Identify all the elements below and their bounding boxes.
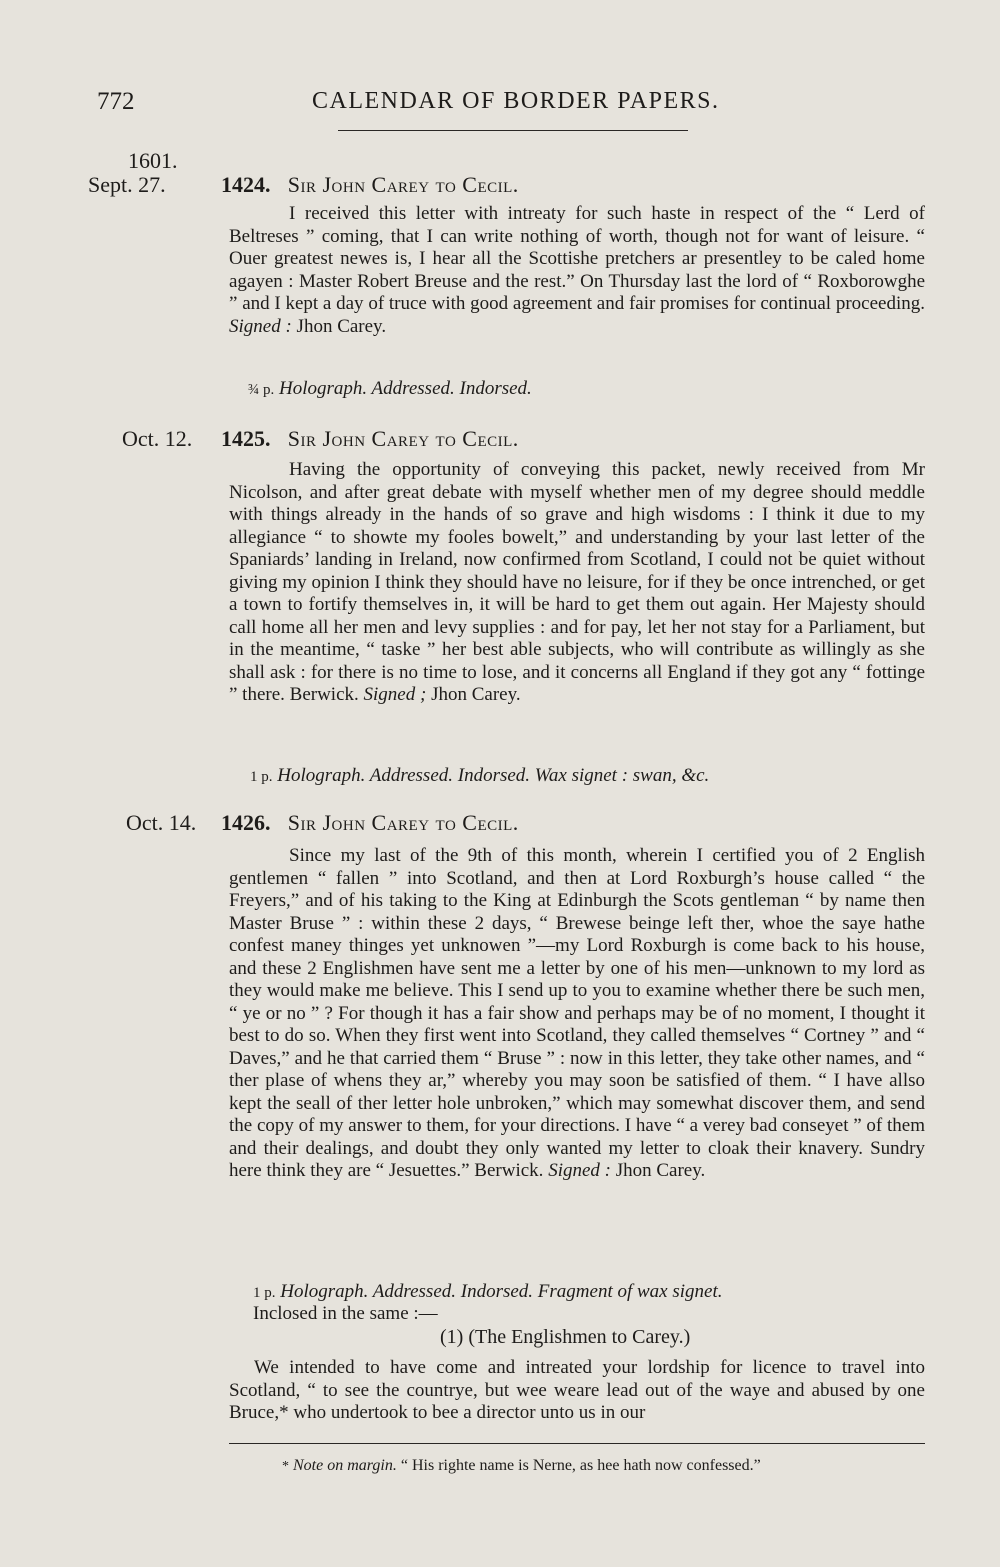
description-text: Holograph. Addressed. Indorsed. Fragment of wax signet. <box>280 1281 723 1302</box>
signed-label: Signed ; <box>363 684 427 705</box>
entry-text: I received this letter with intreaty for such haste in respect of the “ Lerd of Beltreses ” coming, that I can write nothing of worth, though not for want of leisure. “ Ouer greatest newes is, I hear all the Scottishe pretchers ar presentley to be caled home agayen : Master Robert Breuse and the rest.” On Thursday last the lord of “ Roxborowghe ” and I kept a day of truce with good agreement and fair promises for continual proceeding. <box>229 203 925 314</box>
extent: 1 p. <box>253 1285 276 1301</box>
description-text: Holograph. Addressed. Indorsed. Wax signet : swan, &c. <box>277 765 710 786</box>
footnote-mark: * <box>282 1459 289 1474</box>
margin-year: 1601. <box>128 148 178 173</box>
extent: 1 p. <box>250 769 273 785</box>
footnote-rule <box>229 1443 925 1444</box>
signed-name: Jhon Carey. <box>615 1160 706 1181</box>
document-description <box>253 1281 723 1303</box>
entry-title: Sir John Carey to Cecil. <box>287 172 519 197</box>
enclosure-body: We intended to have come and intreated your lordship for licence to travel into Scotland, “ to see the countrye, but wee weare lead out of the waye and abused by one Bruce,* who undertook to bee a director unto us in our <box>229 1357 925 1423</box>
extent: ¾ p. <box>248 382 275 398</box>
entry-heading <box>221 426 519 452</box>
footnote <box>282 1457 761 1475</box>
entry-text: Since my last of the 9th of this month, wherein I certified you of 2 English gentlemen “ fallen ” into Scotland, and then at Lord Roxburgh’s house called “ the Freyers,” and of his taking to the King at Edinburgh the Scots gentleman “ by name then Master Bruse ” : within these 2 days, “ Brewese beinge left ther, whoe the saye hathe confest maney thinges yet unknowen ”—my Lord Roxburgh is come back to his house, and these 2 Englishmen have sent me a letter by one of his men—unknown to my lord as they would make me believe. This I send up to you to examine whether there be such men, “ ye or no ” ? For though it has a fair show and perhaps may be of no moment, I thought it best to do so. When they first went into Scotland, they called themselves “ Cortney ” and “ Daves,” and he that carried them “ Bruse ” : now in this letter, they take other names, and “ ther plase of whens they ar,” whereby you may soon be satisfied of them. “ I have allso kept the seall of ther letter hole unbroken,” which may somewhat discover them, and send the copy of my answer to them, for your directions. I have “ a verey bad conseyet ” of them and their dealings, and doubt they only wanted my letter to cloak their knavery. Sundry here think they are “ Jesuettes.” Berwick. <box>229 845 925 1181</box>
signed-label: Signed : <box>548 1160 611 1181</box>
description-text: Holograph. Addressed. Indorsed. <box>279 378 532 399</box>
entry-heading <box>221 810 519 836</box>
entry-number: 1424. <box>221 172 271 197</box>
enclosure-intro: Inclosed in the same :— <box>253 1303 438 1324</box>
entry-heading <box>221 172 519 198</box>
document-description <box>248 378 532 400</box>
page-number: 772 <box>97 88 135 115</box>
entry-date: Sept. 27. <box>88 172 166 197</box>
header-rule <box>338 130 688 131</box>
entry-title: Sir John Carey to Cecil. <box>287 810 519 835</box>
enclosure-heading: (1) (The Englishmen to Carey.) <box>440 1326 691 1348</box>
signed-label: Signed : <box>229 315 292 337</box>
entry-date: Oct. 14. <box>126 810 197 835</box>
entry-text: Having the opportunity of conveying this packet, newly received from Mr Nicolson, and after great debate with myself whether men of my degree should meddle with things already in the hands of so grave and high wisdoms : I think it due to my allegiance “ to showte my fooles bowelt,” and understanding by your last letter of the Spaniards’ landing in Ireland, now confirmed from Scotland, I could not be quiet without giving my opinion I think they should have no leisure, for if they be once intrenched, or get a town to fortify themselves in, it will be hard to get them out again. Her Majesty should call home all her men and levy supplies : and for pay, let her not stay for a Parliament, but in the meantime, “ taske ” her best able subjects, who will contribute as willingly as she shall ask : for there is no time to lose, and it concerns all England if they got any “ fottinge ” there. Berwick. <box>229 459 925 705</box>
signed-name: Jhon Carey. <box>296 315 387 337</box>
entry-date: Oct. 12. <box>122 426 193 451</box>
document-description <box>250 765 709 787</box>
footnote-text: “ His righte name is Nerne, as hee hath now confessed.” <box>400 1457 761 1474</box>
entry-body <box>229 459 925 707</box>
entry-body <box>229 845 925 1183</box>
entry-number: 1426. <box>221 810 271 835</box>
signed-name: Jhon Carey. <box>431 684 521 705</box>
entry-title: Sir John Carey to Cecil. <box>287 426 519 451</box>
entry-number: 1425. <box>221 426 271 451</box>
entry-body <box>229 203 925 338</box>
footnote-label: Note on margin. <box>293 1457 397 1474</box>
running-title: CALENDAR OF BORDER PAPERS. <box>312 88 720 114</box>
